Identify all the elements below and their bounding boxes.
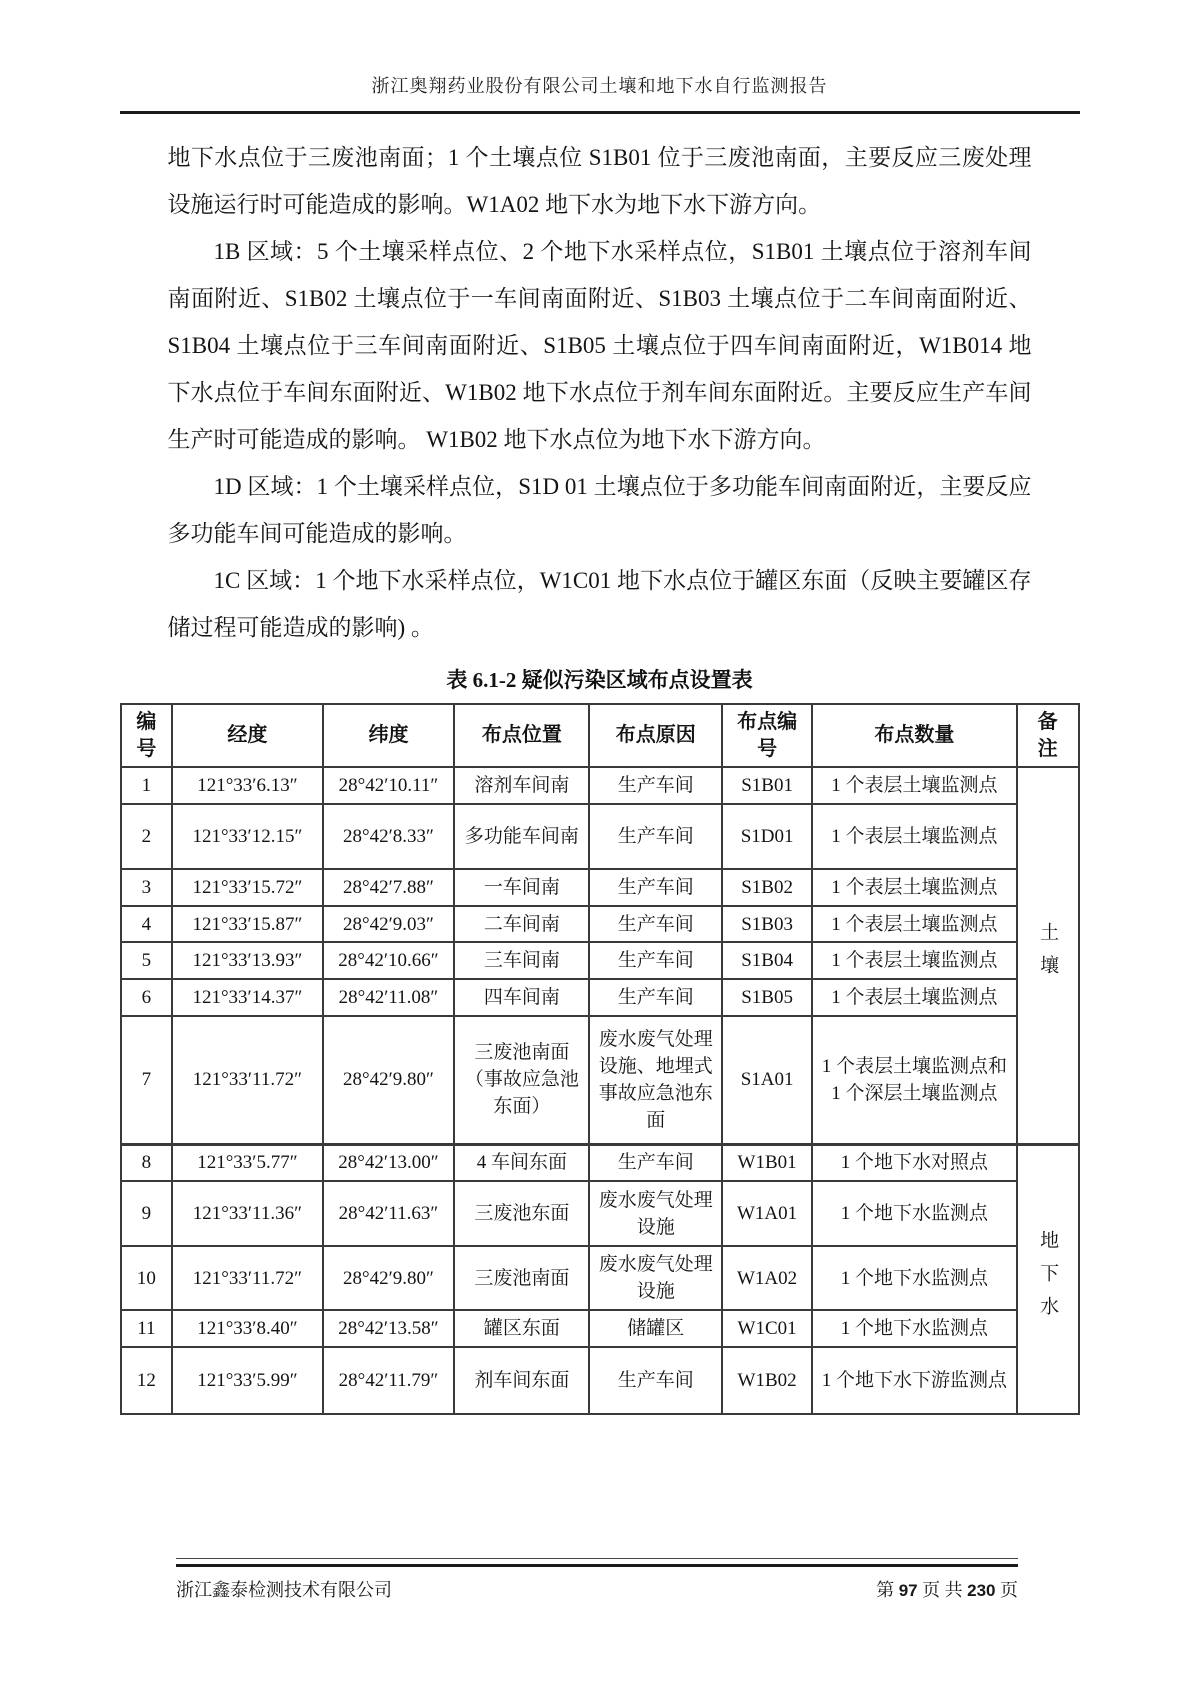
cell-longitude: 121°33′6.13″ — [172, 767, 322, 804]
cell-longitude: 121°33′15.87″ — [172, 906, 322, 942]
cell-latitude: 28°42′10.66″ — [323, 942, 455, 979]
cell-code: S1B02 — [722, 869, 812, 906]
cell-quantity: 1 个表层土壤监测点 — [812, 869, 1017, 906]
table-body — [121, 767, 1079, 1414]
cell-no: 2 — [121, 804, 173, 869]
cell-quantity: 1 个地下水监测点 — [812, 1181, 1017, 1246]
cell-longitude: 121°33′13.93″ — [172, 942, 322, 979]
cell-no: 12 — [121, 1347, 173, 1414]
cell-location: 溶剂车间南 — [454, 767, 589, 804]
cell-no: 4 — [121, 906, 173, 942]
footer-rule-thin — [176, 1558, 1018, 1559]
cell-quantity: 1 个表层土壤监测点和 1 个深层土壤监测点 — [812, 1016, 1017, 1144]
column-header-location: 布点位置 — [454, 704, 589, 767]
cell-longitude: 121°33′12.15″ — [172, 804, 322, 869]
cell-longitude: 121°33′11.72″ — [172, 1016, 322, 1144]
table-row — [121, 942, 1079, 979]
footer-page-number — [876, 1576, 1018, 1602]
paragraph-groundwater-continuation: 地下水点位于三废池南面；1 个土壤点位 S1B01 位于三废池南面，主要反应三废处理设施运行时可能造成的影响。W1A02 地下水为地下水下游方向。 — [167, 145, 1032, 217]
cell-no: 6 — [121, 979, 173, 1016]
table-head — [121, 704, 1079, 767]
table-title: 表 6.1-2 疑似污染区域布点设置表 — [446, 668, 753, 692]
cell-code: W1A01 — [722, 1181, 812, 1246]
cell-latitude: 28°42′10.11″ — [323, 767, 455, 804]
cell-reason: 生产车间 — [589, 1347, 722, 1414]
cell-location: 三废池东面 — [454, 1181, 589, 1246]
cell-latitude: 28°42′11.79″ — [323, 1347, 455, 1414]
header-rule — [120, 111, 1080, 114]
cell-reason: 生产车间 — [589, 942, 722, 979]
cell-longitude: 121°33′8.40″ — [172, 1310, 322, 1347]
column-header-quantity: 布点数量 — [812, 704, 1017, 767]
cell-quantity: 1 个地下水对照点 — [812, 1144, 1017, 1181]
column-header-no: 编号 — [121, 704, 173, 767]
table-row — [121, 1347, 1079, 1414]
cell-quantity: 1 个地下水监测点 — [812, 1246, 1017, 1310]
report-header-title: 浙江奥翔药业股份有限公司土壤和地下水自行监测报告 — [371, 76, 828, 96]
column-header-longitude: 经度 — [172, 704, 322, 767]
cell-code: S1A01 — [722, 1016, 812, 1144]
cell-location: 一车间南 — [454, 869, 589, 906]
remark-cell-soil: 土壤 — [1017, 767, 1079, 1144]
paragraph-area-1b: 1B 区域：5 个土壤采样点位、2 个地下水采样点位，S1B01 土壤点位于溶剂车间南面附近、S1B02 土壤点位于一车间南面附近、S1B03 土壤点位于二车间南面附近、S1B04 土壤点位于三车间南面附近、S1B05 土壤点位于四车间南面附近，W1B014 地下水点位于车间东面附近、W1B02 地下水点位于剂车间东面附近。主要反应生产车间生产时可能造成的影响。 W1B02 地下水点位为地下水下游方向。 — [167, 239, 1032, 452]
cell-quantity: 1 个表层土壤监测点 — [812, 767, 1017, 804]
cell-code: S1B04 — [722, 942, 812, 979]
cell-location: 4 车间东面 — [454, 1144, 589, 1181]
remark-cell-groundwater: 地下水 — [1017, 1144, 1079, 1414]
cell-longitude: 121°33′11.36″ — [172, 1181, 322, 1246]
cell-code: S1D01 — [722, 804, 812, 869]
table-row — [121, 1181, 1079, 1246]
cell-location: 三车间南 — [454, 942, 589, 979]
cell-latitude: 28°42′11.08″ — [323, 979, 455, 1016]
cell-reason: 废水废气处理设施、地埋式事故应急池东面 — [589, 1016, 722, 1144]
cell-no: 10 — [121, 1246, 173, 1310]
cell-reason: 生产车间 — [589, 767, 722, 804]
table-row — [121, 804, 1079, 869]
monitoring-points-table — [120, 703, 1080, 1415]
paragraph-area-1d: 1D 区域：1 个土壤采样点位，S1D 01 土壤点位于多功能车间南面附近，主要反应多功能车间可能造成的影响。 — [167, 474, 1032, 546]
cell-reason: 生产车间 — [589, 1144, 722, 1181]
cell-quantity: 1 个地下水监测点 — [812, 1310, 1017, 1347]
footer-page-current: 97 — [898, 1581, 918, 1600]
footer-page-suffix: 页 — [1000, 1580, 1018, 1600]
body-text — [168, 134, 1032, 651]
cell-no: 1 — [121, 767, 173, 804]
cell-no: 11 — [121, 1310, 173, 1347]
cell-location: 二车间南 — [454, 906, 589, 942]
cell-latitude: 28°42′11.63″ — [323, 1181, 455, 1246]
cell-code: S1B01 — [722, 767, 812, 804]
footer-rule-thick — [176, 1564, 1018, 1567]
cell-location: 罐区东面 — [454, 1310, 589, 1347]
cell-reason: 生产车间 — [589, 979, 722, 1016]
cell-longitude: 121°33′11.72″ — [172, 1246, 322, 1310]
cell-reason: 生产车间 — [589, 869, 722, 906]
cell-latitude: 28°42′7.88″ — [323, 869, 455, 906]
footer-row — [176, 1576, 1018, 1602]
cell-quantity: 1 个地下水下游监测点 — [812, 1347, 1017, 1414]
cell-code: W1B01 — [722, 1144, 812, 1181]
paragraph-area-1c: 1C 区域：1 个地下水采样点位，W1C01 地下水点位于罐区东面（反映主要罐区存储过程可能造成的影响) 。 — [167, 568, 1032, 640]
cell-longitude: 121°33′14.37″ — [172, 979, 322, 1016]
cell-no: 7 — [121, 1016, 173, 1144]
table-row — [121, 767, 1079, 804]
cell-no: 8 — [121, 1144, 173, 1181]
cell-latitude: 28°42′9.80″ — [323, 1246, 455, 1310]
cell-latitude: 28°42′8.33″ — [323, 804, 455, 869]
cell-latitude: 28°42′9.03″ — [323, 906, 455, 942]
cell-no: 5 — [121, 942, 173, 979]
footer-page-total: 230 — [967, 1581, 996, 1600]
cell-quantity: 1 个表层土壤监测点 — [812, 906, 1017, 942]
cell-location: 四车间南 — [454, 979, 589, 1016]
cell-code: W1B02 — [722, 1347, 812, 1414]
cell-no: 3 — [121, 869, 173, 906]
table-header-row — [121, 704, 1079, 767]
cell-code: W1A02 — [722, 1246, 812, 1310]
table-row — [121, 1310, 1079, 1347]
table-row — [121, 906, 1079, 942]
cell-code: S1B03 — [722, 906, 812, 942]
page-header — [0, 0, 1199, 114]
cell-reason: 生产车间 — [589, 804, 722, 869]
cell-location: 三废池南面（事故应急池东面） — [454, 1016, 589, 1144]
cell-latitude: 28°42′13.58″ — [323, 1310, 455, 1347]
table-row — [121, 1016, 1079, 1144]
column-header-code: 布点编号 — [722, 704, 812, 767]
cell-latitude: 28°42′13.00″ — [323, 1144, 455, 1181]
cell-longitude: 121°33′5.99″ — [172, 1347, 322, 1414]
cell-quantity: 1 个表层土壤监测点 — [812, 979, 1017, 1016]
column-header-reason: 布点原因 — [589, 704, 722, 767]
cell-reason: 废水废气处理设施 — [589, 1181, 722, 1246]
table-row — [121, 869, 1079, 906]
cell-quantity: 1 个表层土壤监测点 — [812, 804, 1017, 869]
cell-longitude: 121°33′15.72″ — [172, 869, 322, 906]
column-header-remark: 备注 — [1017, 704, 1079, 767]
cell-no: 9 — [121, 1181, 173, 1246]
cell-location: 多功能车间南 — [454, 804, 589, 869]
footer-company: 浙江鑫泰检测技术有限公司 — [176, 1580, 392, 1600]
table-row — [121, 1144, 1079, 1181]
footer-page-prefix: 第 — [876, 1580, 895, 1600]
cell-location: 剂车间东面 — [454, 1347, 589, 1414]
table-row — [121, 979, 1079, 1016]
cell-reason: 废水废气处理设施 — [589, 1246, 722, 1310]
cell-code: W1C01 — [722, 1310, 812, 1347]
column-header-latitude: 纬度 — [323, 704, 455, 767]
cell-quantity: 1 个表层土壤监测点 — [812, 942, 1017, 979]
cell-reason: 储罐区 — [589, 1310, 722, 1347]
footer-page-mid: 页 共 — [922, 1580, 963, 1600]
cell-reason: 生产车间 — [589, 906, 722, 942]
cell-code: S1B05 — [722, 979, 812, 1016]
cell-latitude: 28°42′9.80″ — [323, 1016, 455, 1144]
table-row — [121, 1246, 1079, 1310]
cell-location: 三废池南面 — [454, 1246, 589, 1310]
cell-longitude: 121°33′5.77″ — [172, 1144, 322, 1181]
